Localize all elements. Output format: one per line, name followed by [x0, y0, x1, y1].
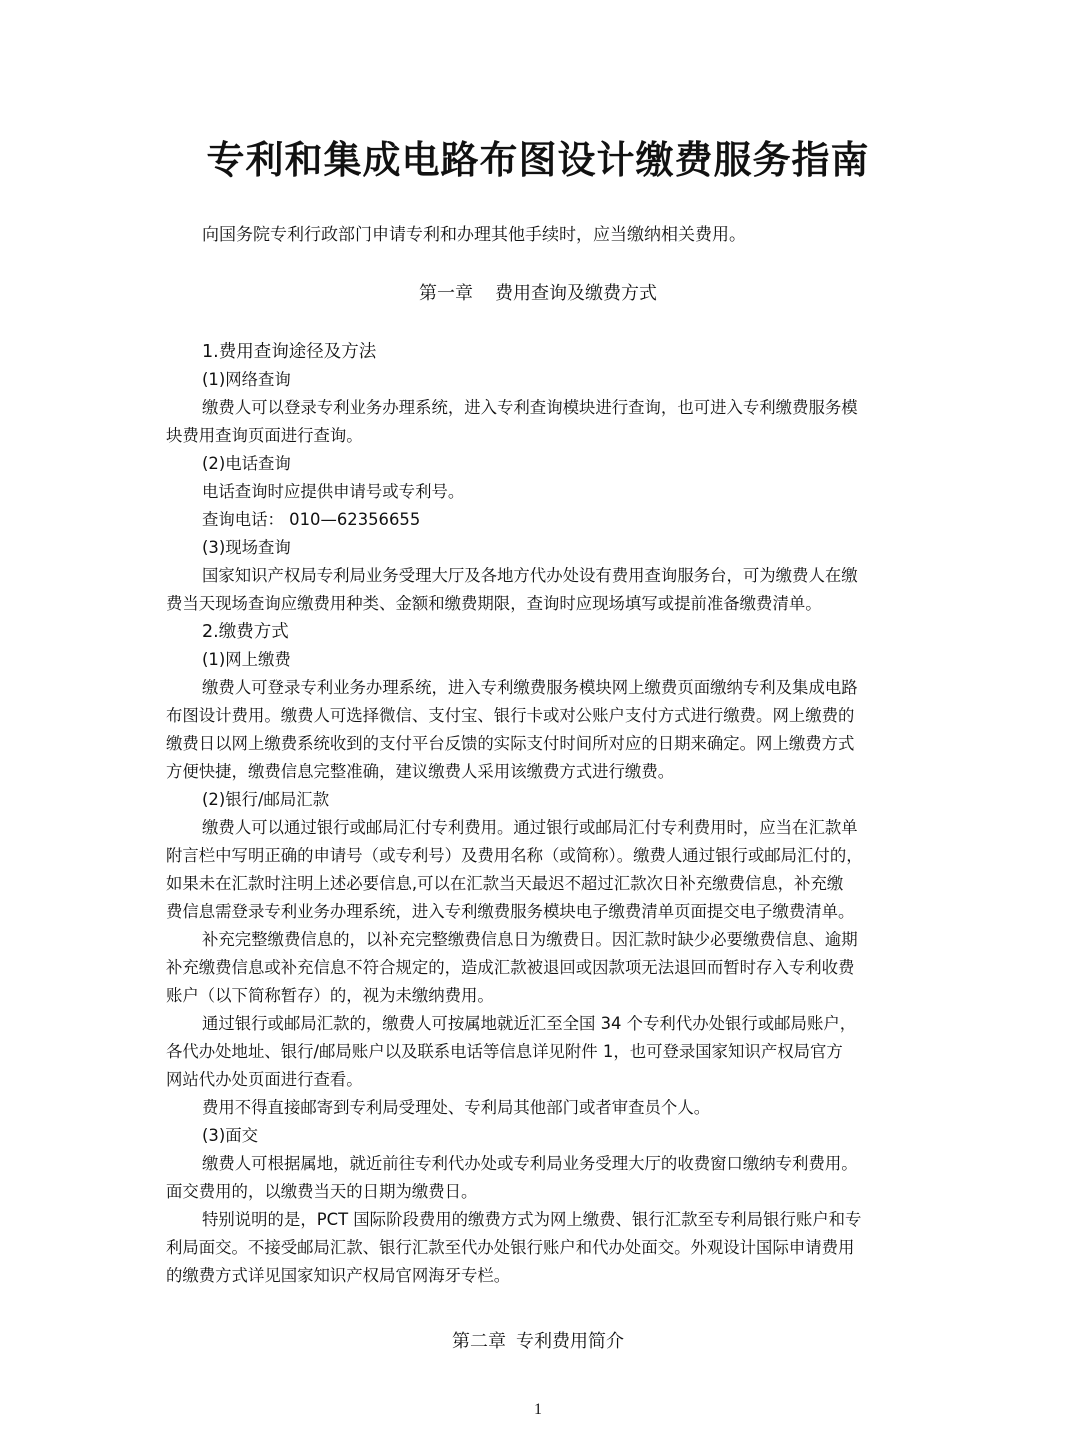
paragraph-line: 如果未在汇款时注明上述必要信息,可以在汇款当天最迟不超过汇款次日补充缴费信息，补充缴: [166, 874, 844, 893]
section-2-sub-1-heading: (1)网上缴费: [202, 650, 291, 669]
section-2-sub-2-heading: (2)银行/邮局汇款: [202, 790, 330, 809]
chapter-2-heading: [0, 1328, 1076, 1356]
paragraph-line: 块费用查询页面进行查询。: [166, 426, 363, 445]
paragraph-line: 缴费人可以登录专利业务办理系统，进入专利查询模块进行查询，也可进入专利缴费服务模: [202, 398, 858, 417]
paragraph-line: 方便快捷，缴费信息完整准确，建议缴费人采用该缴费方式进行缴费。: [166, 762, 675, 781]
paragraph-line: 各代办处地址、银行/邮局账户以及联系电话等信息详见附件 1，也可登录国家知识产权局官方: [166, 1042, 843, 1061]
paragraph-line: 费信息需登录专利业务办理系统，进入专利缴费服务模块电子缴费清单页面提交电子缴费清单。: [166, 902, 855, 921]
page-number: 1: [534, 1401, 542, 1418]
paragraph-line: 补充缴费信息或补充信息不符合规定的，造成汇款被退回或因款项无法退回而暂时存入专利收费: [166, 958, 855, 977]
section-2-sub-3-heading: (3)面交: [202, 1126, 258, 1145]
paragraph-line: 附言栏中写明正确的申请号（或专利号）及费用名称（或简称）。缴费人通过银行或邮局汇付的，: [166, 846, 863, 865]
paragraph-line: 网站代办处页面进行查看。: [166, 1070, 363, 1089]
paragraph-line: 利局面交。不接受邮局汇款、银行汇款至代办处银行账户和代办处面交。外观设计国际申请费用: [166, 1238, 855, 1257]
chapter-2-name: 专利费用简介: [516, 1331, 624, 1352]
paragraph-line: 国家知识产权局专利局业务受理大厅及各地方代办处设有费用查询服务台，可为缴费人在缴: [202, 566, 858, 585]
paragraph-line: 缴费人可根据属地，就近前往专利代办处或专利局业务受理大厅的收费窗口缴纳专利费用。: [202, 1154, 858, 1173]
chapter-2-number: 第二章: [452, 1331, 506, 1352]
paragraph-line: 通过银行或邮局汇款的，缴费人可按属地就近汇至全国 34 个专利代办处银行或邮局账户，: [202, 1014, 857, 1033]
section-1-heading: 1.费用查询途径及方法: [202, 342, 377, 362]
paragraph-line: 缴费人可以通过银行或邮局汇付专利费用。通过银行或邮局汇付专利费用时，应当在汇款单: [202, 818, 858, 837]
paragraph-line: 布图设计费用。缴费人可选择微信、支付宝、银行卡或对公账户支付方式进行缴费。网上缴费的: [166, 706, 855, 725]
paragraph-line: 缴费日以网上缴费系统收到的支付平台反馈的实际支付时间所对应的日期来确定。网上缴费方式: [166, 734, 855, 753]
paragraph-line: 账户（以下简称暂存）的，视为未缴纳费用。: [166, 986, 494, 1005]
document-title: 专利和集成电路布图设计缴费服务指南: [206, 138, 870, 182]
section-1-sub-3-heading: (3)现场查询: [202, 538, 291, 557]
paragraph-line: 面交费用的，以缴费当天的日期为缴费日。: [166, 1182, 478, 1201]
chapter-1-number: 第一章: [419, 283, 473, 304]
paragraph-line: 费当天现场查询应缴费用种类、金额和缴费期限，查询时应现场填写或提前准备缴费清单。: [166, 594, 822, 613]
paragraph-line: 电话查询时应提供申请号或专利号。: [202, 482, 465, 501]
paragraph-line: 补充完整缴费信息的，以补充完整缴费信息日为缴费日。因汇款时缺少必要缴费信息、逾期: [202, 930, 858, 949]
paragraph-line: 费用不得直接邮寄到专利局受理处、专利局其他部门或者审查员个人。: [202, 1098, 711, 1117]
phone-number-line: 查询电话： 010—62356655: [202, 510, 421, 529]
section-1-sub-2-heading: (2)电话查询: [202, 454, 291, 473]
chapter-1-heading: [0, 280, 1076, 308]
paragraph-line: 特别说明的是，PCT 国际阶段费用的缴费方式为网上缴费、银行汇款至专利局银行账户和专: [202, 1210, 862, 1229]
paragraph-line: 的缴费方式详见国家知识产权局官网海牙专栏。: [166, 1266, 511, 1285]
chapter-1-name: 费用查询及缴费方式: [495, 283, 657, 304]
section-1-sub-1-heading: (1)网络查询: [202, 370, 291, 389]
document-body: [166, 338, 926, 1290]
section-2-heading: 2.缴费方式: [202, 622, 289, 642]
intro-paragraph: 向国务院专利行政部门申请专利和办理其他手续时，应当缴纳相关费用。: [202, 225, 746, 245]
paragraph-line: 缴费人可登录专利业务办理系统，进入专利缴费服务模块网上缴费页面缴纳专利及集成电路: [202, 678, 858, 697]
